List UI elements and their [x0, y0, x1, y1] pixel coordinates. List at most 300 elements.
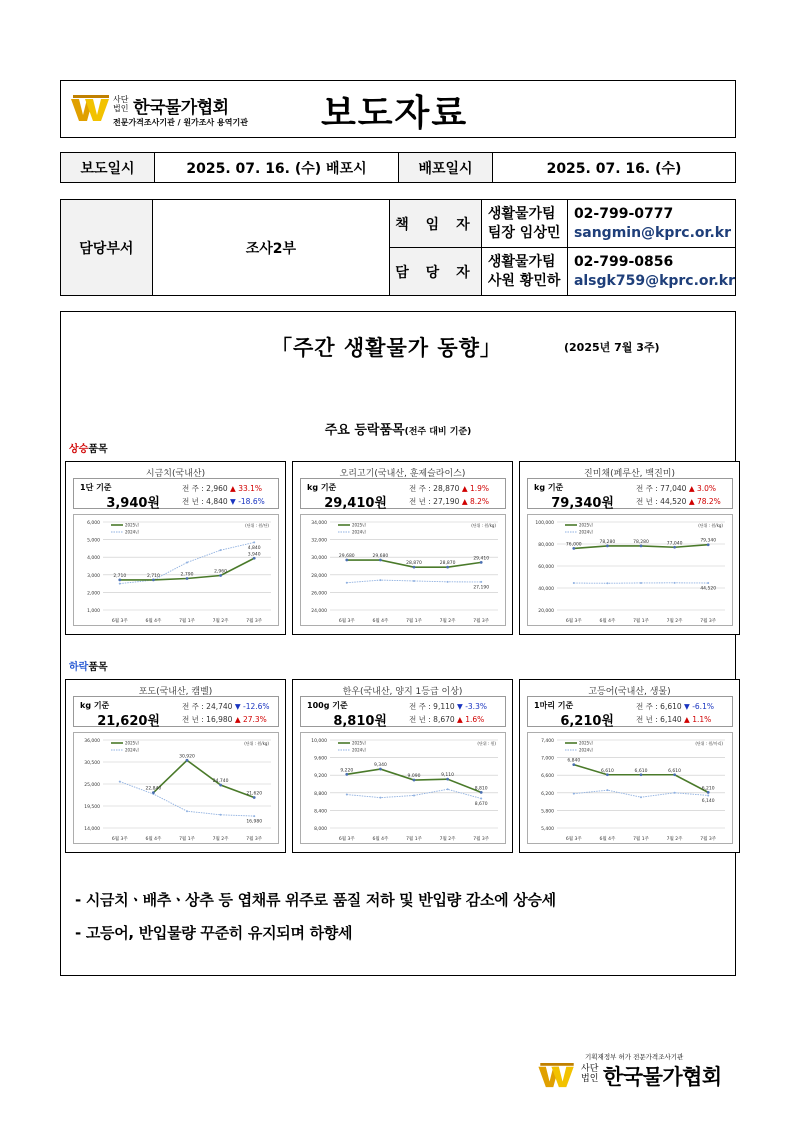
legend-label: 2024년 [579, 747, 594, 753]
data-label: 9,220 [340, 768, 354, 774]
week-compare-label: 전 주 : 9,110 [409, 702, 455, 711]
up-section-label [69, 440, 108, 455]
year-compare-label: 전 년 : 4,840 [182, 497, 228, 506]
data-label: 27,190 [473, 585, 490, 591]
unit-note: (단위 : 원) [477, 741, 496, 746]
footer-logo [537, 1052, 747, 1092]
y-tick-label: 30,000 [311, 556, 327, 562]
x-tick-label: 7월 2주 [666, 619, 683, 624]
x-tick-label: 6월 3주 [111, 837, 128, 842]
y-tick-label: 9,200 [314, 774, 327, 780]
x-tick-label: 6월 3주 [565, 619, 582, 624]
item-name: 진미채(페루산, 백진미) [584, 469, 675, 479]
data-point [186, 759, 189, 762]
price-box [73, 478, 279, 509]
triangle-up-icon: ▲ [230, 484, 236, 493]
x-tick-label: 7월 2주 [212, 837, 229, 842]
chief-label: 책 임 자 [390, 200, 482, 248]
data-point [674, 792, 676, 794]
triangle-up-icon: ▲ [688, 484, 695, 493]
week-compare-label: 전 주 : 77,040 [636, 484, 687, 493]
data-label: 2,710 [113, 573, 127, 579]
data-label: 28,870 [406, 561, 422, 567]
year-compare [182, 714, 267, 725]
data-point [345, 559, 348, 562]
data-label: 6,610 [634, 768, 648, 774]
body-box [60, 311, 736, 976]
triangle-up-icon: ▲ [461, 497, 468, 506]
year-compare-label: 전 년 : 27,190 [409, 497, 460, 506]
data-point [707, 543, 710, 546]
legend-label: 2025년 [579, 740, 594, 746]
x-tick-label: 7월 3주 [700, 619, 717, 624]
triangle-down-icon: ▼ [684, 702, 690, 711]
x-tick-label: 7월 1주 [633, 837, 649, 842]
year-compare [636, 496, 721, 507]
data-label: 78,280 [599, 539, 616, 545]
current-price: 3,940원 [106, 496, 160, 511]
chief-contact [567, 200, 735, 248]
week-compare-pct: -3.3% [465, 702, 487, 711]
data-point [640, 582, 642, 584]
week-compare [636, 701, 714, 712]
y-tick-label: 19,500 [84, 805, 100, 810]
y-tick-label: 5,000 [87, 538, 100, 544]
chart-frame [74, 733, 279, 844]
current-price: 29,410원 [324, 496, 387, 511]
x-tick-label: 6월 4주 [145, 619, 162, 624]
data-point [186, 810, 188, 812]
x-tick-label: 6월 4주 [372, 837, 389, 842]
header-box [60, 80, 736, 138]
chart-frame [528, 515, 733, 626]
y-tick-label: 2,000 [87, 591, 100, 597]
release-label-1: 보도일시 [61, 153, 155, 183]
kprc-logo-icon [71, 95, 111, 123]
down-section-label [69, 658, 108, 673]
week-compare [409, 701, 487, 712]
week-compare [409, 483, 489, 494]
data-point [186, 561, 188, 563]
y-tick-label: 5,400 [541, 827, 554, 832]
week-compare-label: 전 주 : 24,740 [182, 702, 233, 711]
y-tick-label: 8,000 [314, 827, 327, 832]
data-point [253, 557, 256, 560]
data-label: 29,680 [338, 554, 355, 560]
release-value-2: 2025. 07. 16. (수) [493, 153, 736, 183]
y-tick-label: 36,000 [84, 739, 100, 744]
subtitle-text: 주요 등락품목 [324, 423, 405, 438]
week-compare-pct: 1.9% [469, 484, 490, 493]
week-compare [182, 701, 270, 712]
year-compare-label: 전 년 : 44,520 [636, 497, 687, 506]
chief-who [481, 200, 567, 248]
year-compare-label: 전 년 : 6,140 [636, 715, 682, 724]
data-label: 16,980 [246, 819, 263, 825]
y-tick-label: 7,400 [541, 739, 554, 744]
unit-note: (단위 : 원/kg) [244, 741, 269, 746]
data-point [707, 791, 710, 794]
body-title: 「주간 생활물가 동향」 [271, 336, 502, 360]
price-unit: kg 기준 [307, 483, 337, 492]
data-label: 78,280 [633, 539, 649, 545]
data-point [573, 582, 575, 584]
x-tick-label: 7월 3주 [246, 837, 263, 842]
year-compare [409, 714, 484, 725]
data-label: 21,620 [246, 791, 263, 797]
data-point [640, 773, 643, 776]
data-label: 29,680 [372, 554, 389, 560]
data-point [606, 544, 609, 547]
price-box [527, 696, 733, 727]
triangle-up-icon: ▲ [461, 484, 468, 493]
chief-team: 생활물가팀 [487, 205, 556, 222]
data-point [480, 798, 482, 800]
data-label: 6,610 [668, 768, 682, 774]
data-point [673, 773, 676, 776]
y-tick-label: 4,000 [87, 556, 100, 562]
data-point [345, 773, 348, 776]
week-compare-pct: -12.6% [242, 702, 270, 711]
page-title: 보도자료 [321, 93, 469, 134]
data-label: 76,000 [565, 542, 582, 548]
y-tick-label: 20,000 [538, 609, 554, 614]
data-point [346, 582, 348, 584]
data-point [413, 580, 415, 582]
legend-label: 2025년 [125, 522, 140, 528]
item-name: 시금치(국내산) [145, 469, 206, 479]
staff-who [481, 248, 567, 296]
data-point [640, 544, 643, 547]
triangle-down-icon: ▼ [230, 497, 236, 506]
x-tick-label: 7월 2주 [212, 619, 229, 624]
price-card [65, 461, 286, 635]
x-tick-label: 7월 2주 [439, 837, 456, 842]
x-tick-label: 7월 1주 [179, 619, 195, 624]
data-label: 4,840 [247, 545, 261, 551]
release-table [60, 152, 736, 183]
data-point [480, 561, 483, 564]
org-name: 한국물가협회 [133, 98, 229, 118]
y-tick-label: 24,000 [311, 609, 327, 614]
data-point [346, 794, 348, 796]
up-word: 상승 [69, 444, 89, 455]
item-name: 포도(국내산, 캠벨) [138, 687, 213, 697]
data-label: 77,040 [666, 541, 683, 547]
item-name: 한우(국내산, 양지 1등급 이상) [342, 687, 463, 697]
x-tick-label: 6월 3주 [111, 619, 128, 624]
current-price: 79,340원 [551, 496, 614, 511]
data-label: 44,520 [700, 586, 717, 592]
price-trend-chart [527, 732, 733, 844]
year-compare [636, 714, 711, 725]
data-label: 24,740 [212, 779, 229, 785]
y-tick-label: 25,000 [84, 783, 100, 788]
contacts-table [60, 199, 736, 296]
org-subtitle: 전문가격조사기관 / 원가조사 용역기관 [113, 118, 248, 127]
data-point [480, 581, 482, 583]
footer-org-name: 한국물가협회 [603, 1065, 722, 1089]
y-tick-label: 10,000 [311, 739, 327, 744]
data-point [219, 574, 222, 577]
x-tick-label: 7월 3주 [473, 619, 490, 624]
data-point [379, 768, 382, 771]
year-compare-pct: 27.3% [242, 715, 267, 724]
y-tick-label: 32,000 [311, 538, 327, 544]
data-point [480, 791, 483, 794]
y-tick-label: 14,000 [84, 827, 100, 832]
release-value-1: 2025. 07. 16. (수) 배포시 [155, 153, 399, 183]
y-tick-label: 8,800 [314, 791, 327, 797]
data-label: 6,140 [701, 798, 715, 804]
data-point [186, 577, 189, 580]
year-compare [182, 496, 265, 507]
year-compare [409, 496, 489, 507]
data-point [413, 566, 416, 569]
staff-name: 사원 황민하 [487, 272, 561, 289]
data-label: 9,090 [407, 774, 421, 780]
legend-label: 2024년 [579, 529, 594, 535]
chart-frame [301, 515, 506, 626]
triangle-up-icon: ▲ [688, 497, 695, 506]
data-point [253, 541, 255, 543]
data-label: 2,710 [146, 573, 160, 579]
unit-note: (단위 : 원/kg) [698, 523, 723, 528]
data-point [413, 794, 415, 796]
x-tick-label: 7월 3주 [700, 837, 717, 842]
legend-label: 2024년 [352, 747, 367, 753]
y-tick-label: 7,000 [541, 756, 554, 762]
legend-label: 2025년 [352, 522, 367, 528]
y-tick-label: 1,000 [87, 609, 100, 614]
price-card [292, 679, 513, 853]
unit-note: (단위 : 원/단) [245, 523, 269, 528]
data-point [253, 815, 255, 817]
y-tick-label: 6,000 [87, 521, 100, 526]
price-card [65, 679, 286, 853]
year-compare-pct: 78.2% [696, 497, 721, 506]
data-point [606, 789, 608, 791]
data-label: 79,340 [700, 538, 717, 544]
data-point [152, 579, 155, 582]
data-label: 8,670 [474, 802, 488, 808]
item-name: 고등어(국내산, 생물) [588, 687, 671, 697]
data-point [572, 763, 575, 766]
week-compare [182, 483, 262, 494]
price-trend-chart [300, 514, 506, 626]
year-compare-pct: 8.2% [469, 497, 490, 506]
data-point [640, 796, 642, 798]
data-point [253, 796, 256, 799]
data-point [606, 773, 609, 776]
y-tick-label: 26,000 [311, 591, 327, 597]
unit-note: (단위 : 원/kg) [471, 523, 496, 528]
section-subtitle [61, 419, 735, 438]
price-unit: 100g 기준 [307, 701, 348, 710]
legend-label: 2024년 [352, 529, 367, 535]
price-unit: kg 기준 [534, 483, 564, 492]
week-compare-label: 전 주 : 28,870 [409, 484, 460, 493]
data-point [674, 582, 676, 584]
staff-contact [567, 248, 735, 296]
data-point [446, 778, 449, 781]
price-trend-chart [73, 514, 279, 626]
data-point [118, 579, 121, 582]
chief-email[interactable]: sangmin@kprc.or.kr [573, 224, 731, 241]
chart-frame [74, 515, 279, 626]
x-tick-label: 7월 1주 [633, 619, 649, 624]
bullet-2: - 고등어, 반입물량 꾸준히 유지되며 하향세 [75, 924, 353, 942]
data-label: 30,920 [179, 754, 195, 760]
staff-label: 담 당 자 [390, 248, 482, 296]
data-point [707, 794, 709, 796]
triangle-down-icon: ▼ [457, 702, 463, 711]
bullet-1: - 시금치ㆍ배추ㆍ상추 등 엽채류 위주로 품질 저하 및 반입량 감소에 상승세 [75, 891, 556, 909]
x-tick-label: 6월 4주 [372, 619, 389, 624]
price-card [519, 461, 740, 635]
y-tick-label: 40,000 [538, 587, 554, 592]
body-week: (2025년 7월 3주) [564, 341, 660, 354]
week-compare-pct: 3.0% [696, 484, 717, 493]
footer-tag: 기획재정부 허가 전문가격조사기관 [585, 1053, 684, 1061]
org-logo [71, 93, 301, 129]
data-point [446, 566, 449, 569]
y-tick-label: 28,000 [311, 573, 327, 579]
summary-bullets [75, 884, 556, 950]
y-tick-label: 9,600 [314, 756, 327, 762]
down-suffix: 품목 [88, 662, 108, 673]
staff-email[interactable]: alsgk759@kprc.or.kr [573, 272, 735, 289]
data-point [572, 547, 575, 550]
footer-org-inc: 사단 법인 [581, 1064, 599, 1084]
price-box [300, 696, 506, 727]
y-tick-label: 60,000 [538, 565, 554, 570]
y-tick-label: 8,400 [314, 809, 327, 815]
y-tick-label: 80,000 [538, 543, 554, 548]
data-label: 22,840 [145, 786, 162, 792]
data-point [152, 791, 155, 794]
triangle-up-icon: ▲ [457, 715, 463, 724]
x-tick-label: 7월 3주 [246, 619, 263, 624]
current-price: 6,210원 [560, 714, 614, 729]
x-tick-label: 6월 3주 [565, 837, 582, 842]
price-box [527, 478, 733, 509]
data-label: 3,940 [247, 552, 261, 558]
price-card [519, 679, 740, 853]
y-tick-label: 6,200 [541, 791, 554, 797]
data-label: 29,410 [473, 556, 490, 562]
data-point [413, 779, 416, 782]
chief-phone: 02-799-0777 [573, 205, 674, 222]
legend-label: 2024년 [125, 747, 140, 753]
triangle-up-icon: ▲ [684, 715, 690, 724]
data-point [447, 581, 449, 583]
year-compare-label: 전 년 : 8,670 [409, 715, 455, 724]
data-point [606, 582, 608, 584]
x-tick-label: 7월 1주 [406, 837, 422, 842]
legend-label: 2025년 [125, 740, 140, 746]
data-label: 6,840 [567, 758, 581, 764]
y-tick-label: 3,000 [87, 573, 100, 579]
kprc-footer-logo-icon [537, 1063, 577, 1089]
data-label: 6,210 [701, 786, 715, 792]
x-tick-label: 7월 2주 [439, 619, 456, 624]
price-unit: 1단 기준 [80, 483, 112, 492]
up-suffix: 품목 [88, 444, 108, 455]
week-compare-pct: 33.1% [238, 484, 263, 493]
org-inc: 사단 법인 [113, 95, 129, 113]
dept-label: 담당부서 [61, 200, 153, 296]
data-point [379, 559, 382, 562]
week-compare [636, 483, 716, 494]
x-tick-label: 6월 4주 [599, 837, 616, 842]
x-tick-label: 7월 3주 [473, 837, 490, 842]
price-unit: kg 기준 [80, 701, 110, 710]
y-tick-label: 100,000 [535, 521, 554, 526]
data-label: 6,610 [600, 768, 614, 774]
unit-note: (단위 : 원/마리) [695, 741, 723, 746]
price-trend-chart [300, 732, 506, 844]
triangle-down-icon: ▼ [234, 702, 241, 711]
y-tick-label: 30,500 [84, 761, 100, 766]
legend-label: 2025년 [579, 522, 594, 528]
data-point [219, 784, 222, 787]
staff-team: 생활물가팀 [487, 253, 556, 270]
data-label: 8,810 [474, 786, 488, 792]
dept-value: 조사2부 [152, 200, 389, 296]
chief-name: 팀장 임상민 [487, 224, 561, 241]
data-label: 28,870 [439, 561, 456, 567]
triangle-up-icon: ▲ [234, 715, 241, 724]
data-point [220, 549, 222, 551]
x-tick-label: 7월 2주 [666, 837, 683, 842]
price-trend-chart [73, 732, 279, 844]
data-label: 9,110 [441, 773, 455, 779]
data-point [673, 546, 676, 549]
legend-label: 2024년 [125, 529, 140, 535]
data-point [379, 579, 381, 581]
x-tick-label: 6월 4주 [145, 837, 162, 842]
year-compare-label: 전 년 : 16,980 [182, 715, 233, 724]
price-card [292, 461, 513, 635]
staff-phone: 02-799-0856 [573, 253, 674, 270]
data-point [447, 788, 449, 790]
week-compare-pct: -6.1% [692, 702, 714, 711]
price-box [300, 478, 506, 509]
data-point [119, 583, 121, 585]
year-compare-pct: 1.6% [465, 715, 485, 724]
data-label: 2,960 [214, 569, 228, 575]
data-point [220, 814, 222, 816]
year-compare-pct: 1.1% [692, 715, 712, 724]
x-tick-label: 6월 4주 [599, 619, 616, 624]
legend-label: 2025년 [352, 740, 367, 746]
data-point [707, 582, 709, 584]
y-tick-label: 5,800 [541, 809, 554, 815]
down-word: 하락 [69, 662, 89, 673]
year-compare-pct: -18.6% [238, 497, 265, 506]
item-name: 오리고기(국내산, 훈제슬라이스) [339, 469, 466, 479]
price-box [73, 696, 279, 727]
week-compare-label: 전 주 : 2,960 [182, 484, 228, 493]
x-tick-label: 6월 3주 [338, 837, 355, 842]
x-tick-label: 7월 1주 [406, 619, 422, 624]
y-tick-label: 6,600 [541, 774, 554, 780]
x-tick-label: 6월 3주 [338, 619, 355, 624]
current-price: 21,620원 [97, 714, 160, 729]
data-point [379, 797, 381, 799]
price-unit: 1마리 기준 [534, 701, 574, 710]
